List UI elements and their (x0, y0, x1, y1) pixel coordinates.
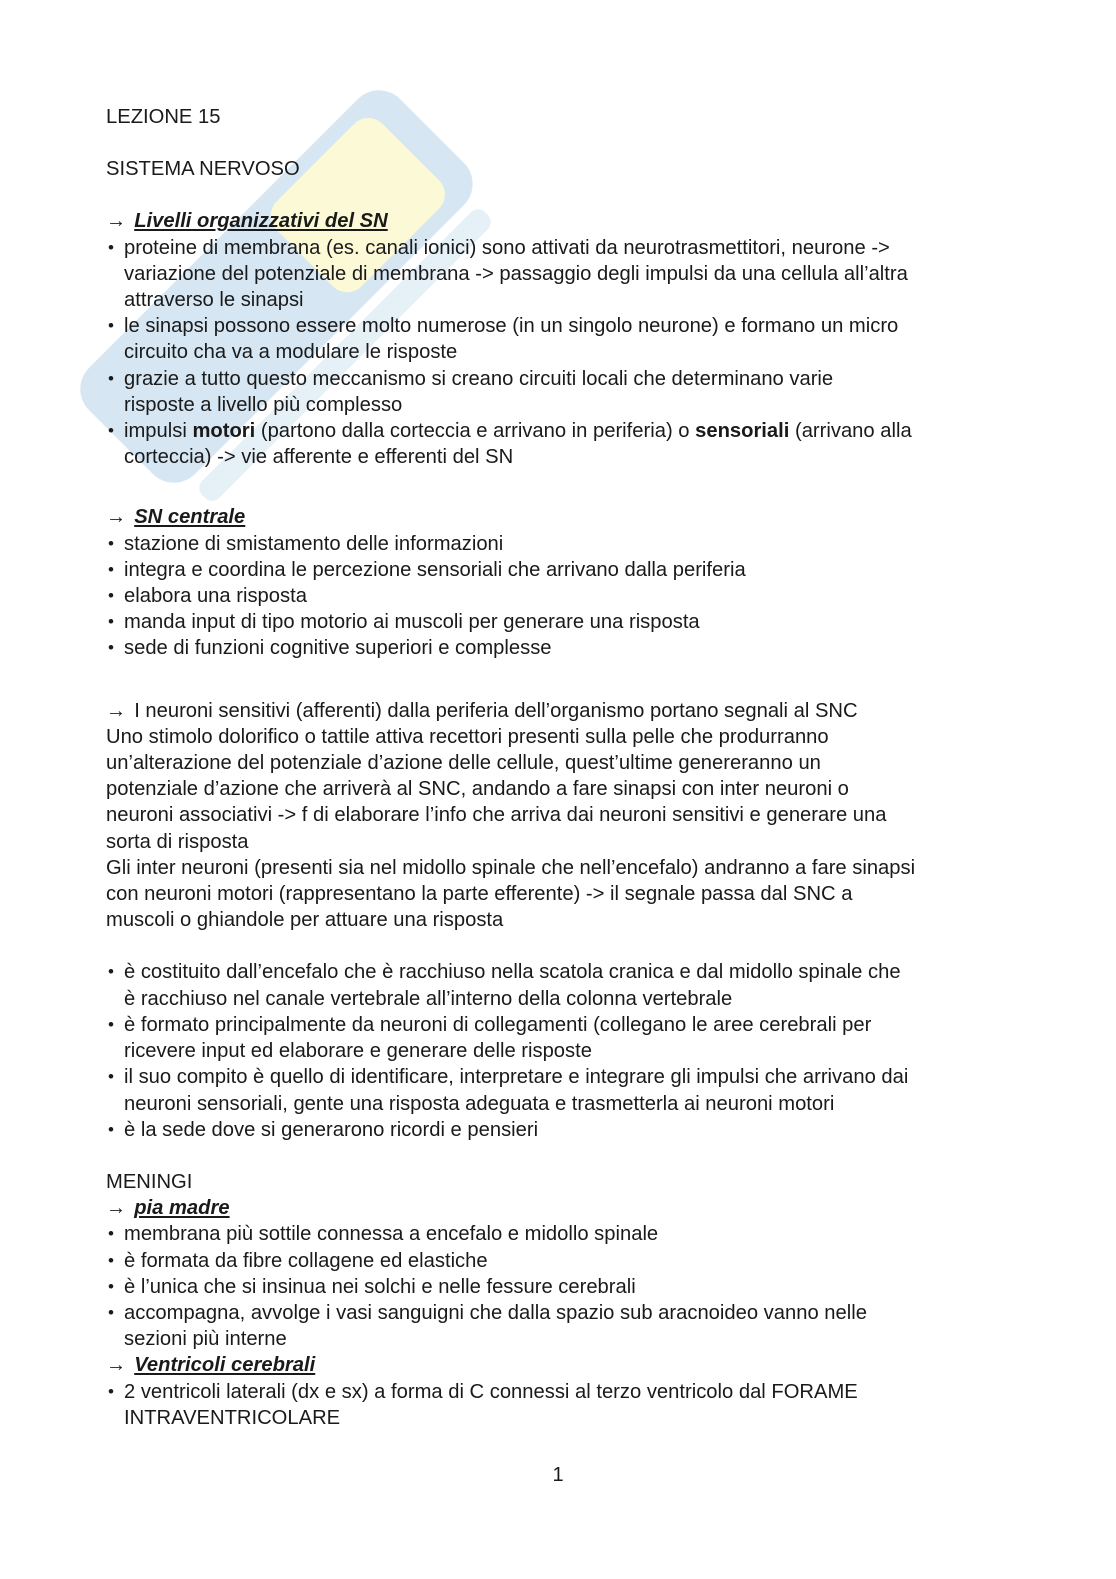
arrow-icon: → (106, 210, 127, 233)
list-item: • manda input di tipo motorio ai muscoli per generare una risposta (106, 609, 1036, 635)
sn-centrale-list (106, 531, 1036, 662)
list-item: • integra e coordina le percezione sensoriali che arrivano dalla periferia (106, 557, 1036, 583)
list-item: • è formata da fibre collagene ed elastiche (106, 1248, 1036, 1274)
pia-madre-list (106, 1221, 1036, 1352)
heading-sn-centrale: → SN centrale (106, 506, 246, 529)
document-body (106, 104, 1036, 1431)
list-item: • è costituito dall’encefalo che è racchiuso nella scatola cranica e dal midollo spinale che è racchiuso nel canale vertebrale all’interno della colonna vertebrale (106, 959, 1036, 1011)
list-item: • sede di funzioni cognitive superiori e complesse (106, 635, 1036, 661)
list-item: • 2 ventricoli laterali (dx e sx) a forma di C connessi al terzo ventricolo dal FORAME INTRAVENTRICOLARE (106, 1379, 1036, 1431)
heading-livelli: → Livelli organizzativi del SN (106, 210, 388, 233)
arrow-icon: → (106, 699, 127, 722)
heading-pia-madre: → pia madre (106, 1197, 230, 1220)
lesson-title: LEZIONE 15 (106, 106, 221, 128)
heading-ventricoli: → Ventricoli cerebrali (106, 1354, 316, 1377)
arrow-icon: → (106, 506, 127, 529)
arrow-icon: → (106, 1197, 127, 1220)
ventricoli-list (106, 1379, 1036, 1431)
list-item: • è l’unica che si insinua nei solchi e nelle fessure cerebrali (106, 1274, 1036, 1300)
paragraph-body: Uno stimolo dolorifico o tattile attiva recettori presenti sulla pelle che produrranno un’alterazione del potenziale d’azione delle cellule, quest’ultime genereranno un potenziale d’azione che arriverà al SNC, andando a fare sinapsi con inter neuroni o neuroni associativi -> f di elaborare l’info che arriva dai neuroni sensitivi e generare una sorta di risposta Gli inter neuroni (presenti sia nel midollo spinale che nell’encefalo) andranno a fare sinapsi con neuroni motori (rappresentano la parte efferente) -> il segnale passa dal SNC a muscoli o ghiandole per attuare una risposta (106, 725, 916, 932)
list-item: • membrana più sottile connessa a encefalo e midollo spinale (106, 1221, 1036, 1247)
meningi-title: MENINGI (106, 1170, 193, 1193)
list-item: • stazione di smistamento delle informazioni (106, 531, 1036, 557)
list-item: • impulsi motori (partono dalla corteccia e arrivano in periferia) o sensoriali (arrivano alla corteccia) -> vie afferente e efferenti del SN (106, 418, 1036, 470)
section-title: SISTEMA NERVOSO (106, 158, 300, 181)
page-number: 1 (552, 1464, 564, 1486)
livelli-list (106, 235, 1036, 471)
paragraph-intro: → I neuroni sensitivi (afferenti) dalla periferia dell’organismo portano segnali al SNC (106, 699, 858, 722)
list-item: • accompagna, avvolge i vasi sanguigni che dalla spazio sub aracnoideo vanno nelle sezioni più interne (106, 1300, 1036, 1352)
list-item: • il suo compito è quello di identificare, interpretare e integrare gli impulsi che arrivano dai neuroni sensoriali, gente una risposta adeguata e trasmetterla ai neuroni motori (106, 1064, 1036, 1116)
list-item: • proteine di membrana (es. canali ionici) sono attivati da neurotrasmettitori, neurone -> variazione del potenziale di membrana -> passaggio degli impulsi da una cellula all’altra attraverso le sinapsi (106, 235, 1036, 314)
list-item: • grazie a tutto questo meccanismo si creano circuiti locali che determinano varie risposte a livello più complesso (106, 366, 1036, 418)
list-item: • è formato principalmente da neuroni di collegamenti (collegano le aree cerebrali per ricevere input ed elaborare e generare delle risposte (106, 1012, 1036, 1064)
snc-features-list (106, 959, 1036, 1142)
list-item: • è la sede dove si generarono ricordi e pensieri (106, 1117, 1036, 1143)
arrow-icon: → (106, 1354, 127, 1377)
list-item: • le sinapsi possono essere molto numerose (in un singolo neurone) e formano un micro circuito cha va a modulare le risposte (106, 313, 1036, 365)
list-item: • elabora una risposta (106, 583, 1036, 609)
